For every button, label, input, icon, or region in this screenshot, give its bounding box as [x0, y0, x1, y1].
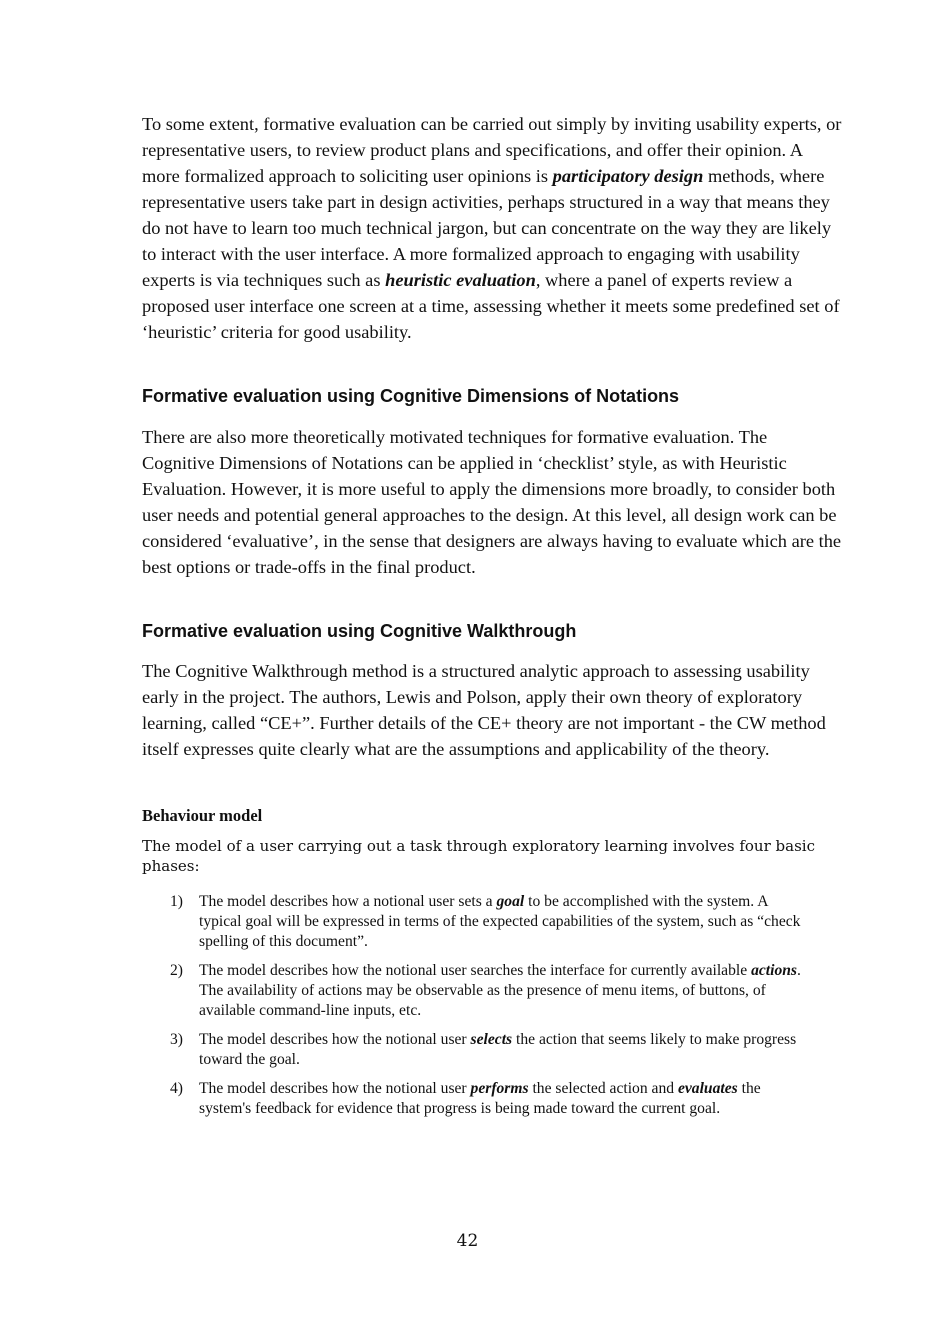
emphasis-actions: actions	[751, 962, 797, 979]
list-number: 3)	[170, 1031, 183, 1048]
behaviour-model-intro: The model of a user carrying out a task through exploratory learning involves four basic phases:	[142, 837, 815, 875]
emphasis-performs: performs	[470, 1080, 529, 1097]
paragraph-text: methods, where representative users take part in design activities, perhaps structured in a way that means they do not have to learn too much technical jargon, but can concentrate on the way they are likely to interact with the user interface. A more formalized approach to engaging with usability experts is via techniques such as	[142, 166, 832, 290]
page-number: 42	[456, 1231, 479, 1251]
emphasis-evaluates: evaluates	[677, 1080, 738, 1097]
emphasis-goal: goal	[496, 893, 525, 910]
list-item	[170, 961, 810, 1021]
paragraph-text: To some extent, formative evaluation can be carried out simply by inviting usability experts, or representative users, to review product plans and specifications, and offer their opinion. A more formalized approach to soliciting user opinions is	[142, 114, 842, 186]
paragraph-cognitive-dimensions: There are also more theoretically motivated techniques for formative evaluation. The Cognitive Dimensions of Notations can be applied in ‘checklist’ style, as with Heuristic Evaluation. However, it is more useful to apply the dimensions more broadly, to consider both user needs and potential general approaches to the design. At this level, all design work can be considered ‘evaluative’, in the sense that designers are always having to evaluate which are the best options or trade-offs in the final product.	[142, 427, 842, 577]
subheading-behaviour-model: Behaviour model	[142, 806, 263, 825]
list-number: 2)	[170, 962, 183, 979]
paragraph-formative-evaluation-intro	[142, 111, 842, 345]
list-item	[170, 1030, 810, 1070]
paragraph-text: , where a panel of experts review a proposed user interface one screen at a time, assessing whether it meets some predefined set of ‘heuristic’ criteria for good usability.	[142, 270, 840, 342]
list-item	[170, 1079, 810, 1119]
paragraph-cognitive-walkthrough: The Cognitive Walkthrough method is a structured analytic approach to assessing usability early in the project. The authors, Lewis and Polson, apply their own theory of exploratory learning, called “CE+”. Further details of the CE+ theory are not important - the CW method itself expresses quite clearly what are the assumptions and applicability of the theory.	[142, 661, 826, 759]
list-item-text: The model describes how the notional user searches the interface for currently available actions. The availability of actions may be observable as the presence of menu items, of buttons, of available command-line inputs, etc.	[199, 962, 801, 1019]
section-heading-cognitive-walkthrough: Formative evaluation using Cognitive Walkthrough	[142, 621, 577, 641]
list-number: 4)	[170, 1080, 183, 1097]
emphasis-heuristic-evaluation: heuristic evaluation	[385, 270, 536, 290]
list-item-text: The model describes how a notional user sets a goal to be accomplished with the system. A typical goal will be expressed in terms of the expected capabilities of the system, such as “check spelling of this document”.	[199, 893, 801, 950]
list-item	[170, 892, 810, 952]
emphasis-participatory-design: participatory design	[552, 166, 704, 186]
emphasis-selects: selects	[470, 1031, 513, 1048]
list-item-text: The model describes how the notional user performs the selected action and evaluates the system's feedback for evidence that progress is being made toward the current goal.	[199, 1080, 761, 1117]
list-item-text: The model describes how the notional user selects the action that seems likely to make progress toward the goal.	[199, 1031, 797, 1068]
list-number: 1)	[170, 893, 183, 910]
section-heading-cognitive-dimensions: Formative evaluation using Cognitive Dimensions of Notations	[142, 386, 680, 406]
